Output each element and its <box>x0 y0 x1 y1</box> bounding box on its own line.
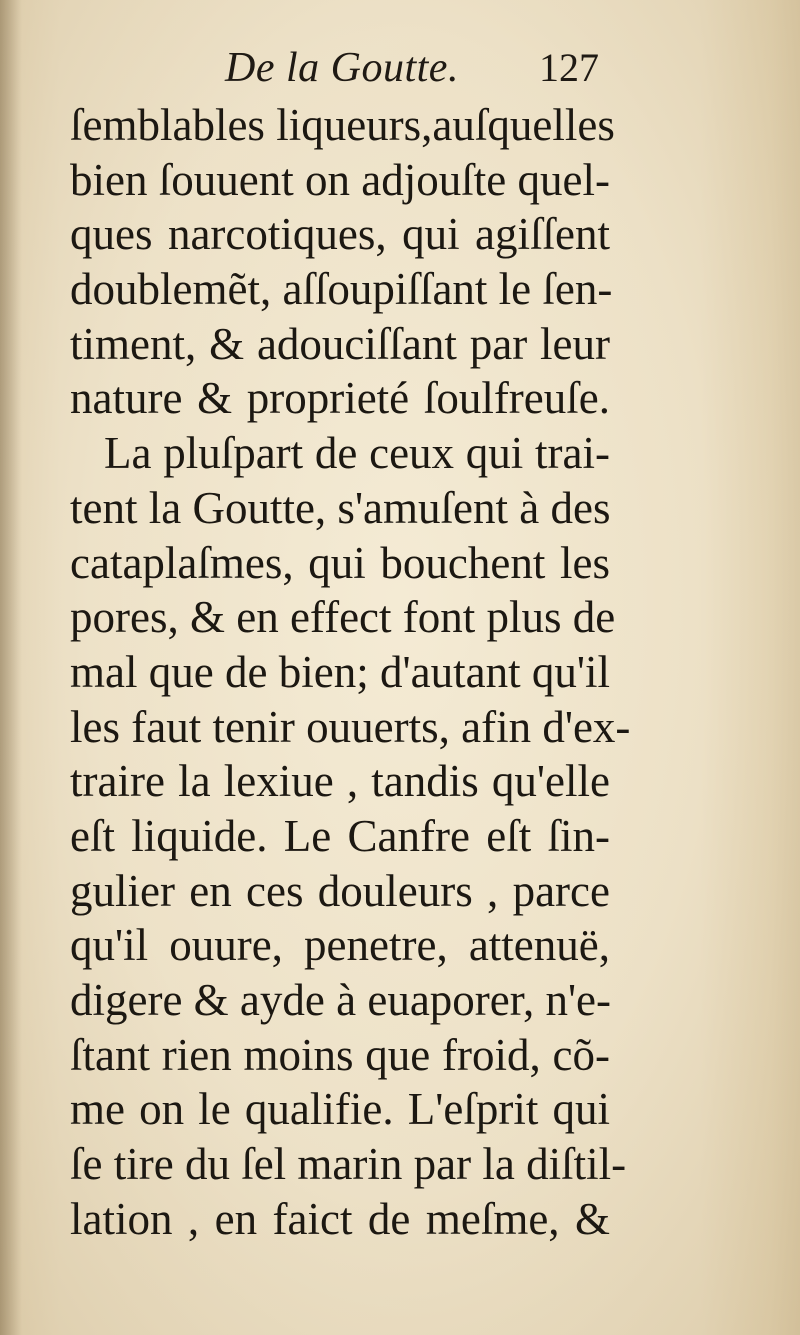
body-text <box>70 98 631 1246</box>
text-line: gulier en ces douleurs , parce <box>70 865 610 916</box>
running-title: De la Goutte. <box>225 45 459 91</box>
text-line: mal que de bien; d'autant qu'il <box>70 646 610 697</box>
text-line: bien ſouuent on adjouſte quel- <box>70 154 610 205</box>
page-number: 127 <box>539 45 599 90</box>
text-line: nature & proprieté ſoulfreuſe. <box>70 373 610 424</box>
gutter-shadow <box>0 0 22 1335</box>
text-line: ques narcotiques, qui agiſſent <box>70 209 610 260</box>
running-head <box>215 44 603 100</box>
text-line: ſtant rien moins que froid, cõ- <box>70 1029 610 1080</box>
text-line: digere & ayde à euaporer, n'e- <box>70 975 612 1025</box>
text-line: me on le qualifie. L'eſprit qui <box>70 1084 610 1135</box>
text-line: ſe tire du ſel marin par la diſtil- <box>70 1139 627 1190</box>
text-line: les faut tenir ouuerts, afin d'ex- <box>70 701 631 752</box>
text-line: timent, & adouciſſant par leur <box>70 318 610 369</box>
text-line: ſemblables liqueurs,auſquelles <box>70 100 615 150</box>
text-line: tent la Goutte, s'amuſent à des <box>70 482 611 533</box>
text-line: eſt liquide. Le Canfre eſt ſin- <box>70 810 610 861</box>
text-line: pores, & en effect font plus de <box>70 592 616 643</box>
text-line: cataplaſmes, qui bouchent les <box>70 537 610 588</box>
text-line: La pluſpart de ceux qui trai- <box>104 428 610 479</box>
text-line: qu'il ouure, penetre, attenuë, <box>70 920 610 971</box>
text-line: lation , en faict de meſme, & <box>70 1193 610 1244</box>
text-line: traire la lexiue , tandis qu'elle <box>70 756 610 807</box>
text-line: doublemẽt, aſſoupiſſant le ſen- <box>70 264 613 315</box>
